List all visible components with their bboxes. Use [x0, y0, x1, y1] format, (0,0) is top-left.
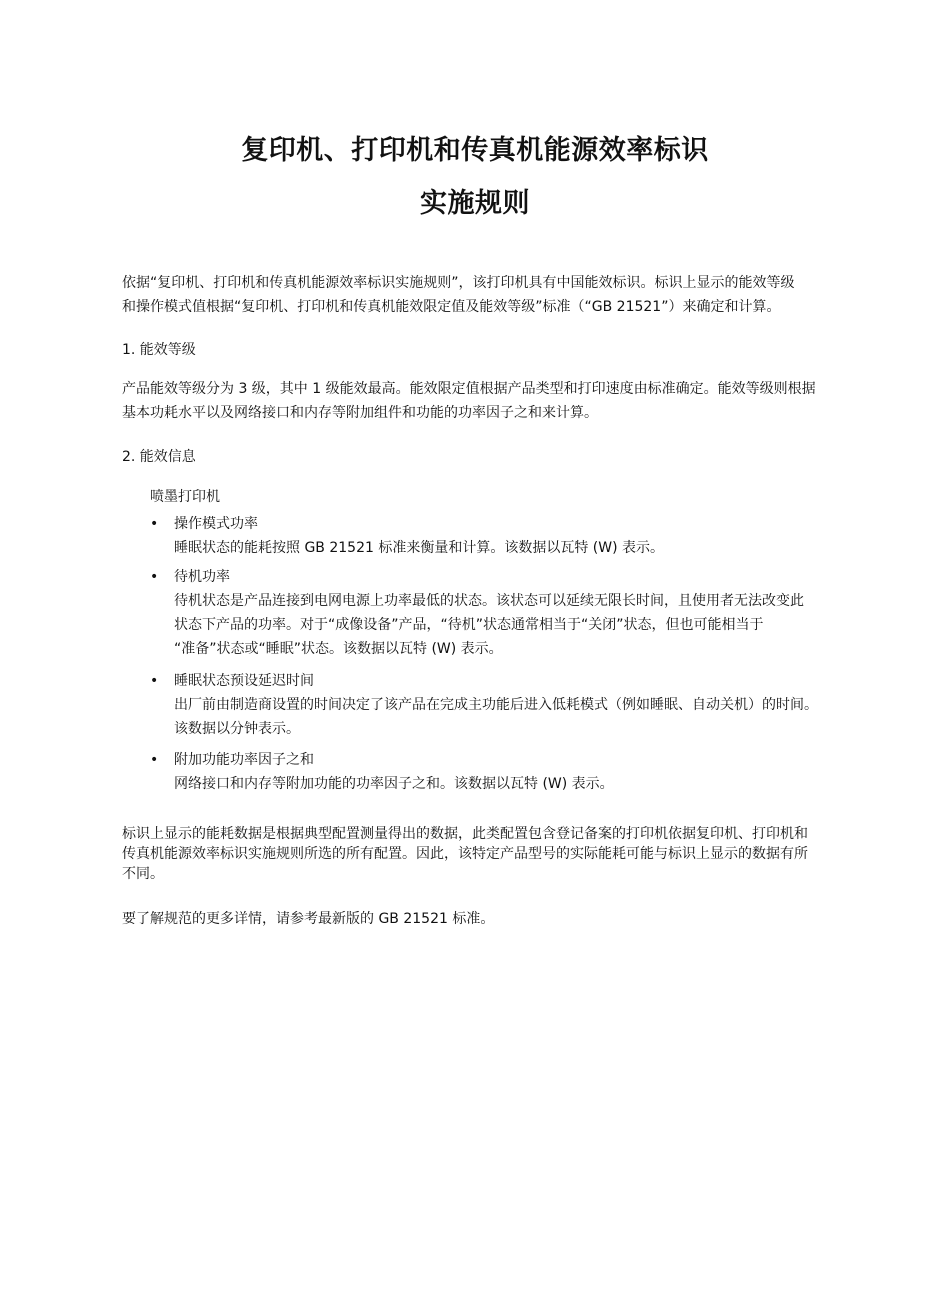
- paragraph-line: 产品能效等级分为 3 级，其中 1 级能效最高。能效限定值根据产品类型和打印速度由标准确定。能效等级则根据: [122, 381, 816, 397]
- description-line: 待机状态是产品连接到电网电源上功率最低的状态。该状态可以延续无限长时间，且使用者无法改变此: [174, 593, 804, 609]
- list-item-additional-power-factor: [150, 748, 910, 796]
- list-item-title: 附加功能功率因子之和: [174, 752, 314, 768]
- paragraph-line: 基本功耗水平以及网络接口和内存等附加组件和功能的功率因子之和来计算。: [122, 405, 598, 421]
- description-line: 状态下产品的功率。对于“成像设备”产品，“待机”状态通常相当于“关闭”状态，但也可能相当于: [174, 617, 764, 633]
- description-line: 该数据以分钟表示。: [174, 721, 300, 737]
- bullet-icon: •: [150, 516, 159, 532]
- section-heading-efficiency-info: 2. 能效信息: [122, 449, 196, 465]
- measurement-note-paragraph: [122, 824, 902, 884]
- list-item-title: 操作模式功率: [174, 516, 258, 532]
- footer-reference-text: 要了解规范的更多详情，请参考最新版的 GB 21521 标准。: [122, 911, 495, 927]
- list-item-title: 待机功率: [174, 569, 230, 585]
- description-line: 网络接口和内存等附加功能的功率因子之和。该数据以瓦特 (W) 表示。: [174, 776, 614, 792]
- description-line: “准备”状态或“睡眠”状态。该数据以瓦特 (W) 表示。: [174, 641, 503, 657]
- intro-paragraph: [122, 271, 902, 319]
- document-title: 复印机、打印机和传真机能源效率标识: [241, 135, 709, 166]
- paragraph-line: 传真机能源效率标识实施规则所选的所有配置。因此，该特定产品型号的实际能耗可能与标识上显示的数据有所: [122, 846, 808, 862]
- list-item-title: 睡眠状态预设延迟时间: [174, 673, 314, 689]
- intro-line: 依据“复印机、打印机和传真机能源效率标识实施规则”，该打印机具有中国能效标识。标识上显示的能效等级: [122, 275, 795, 291]
- product-type-label: 喷墨打印机: [150, 489, 220, 505]
- list-item-sleep-delay: [150, 669, 910, 741]
- list-item-operating-mode-power: [150, 512, 910, 560]
- list-item-standby-power: [150, 565, 910, 661]
- description-line: 睡眠状态的能耗按照 GB 21521 标准来衡量和计算。该数据以瓦特 (W) 表示。: [174, 540, 665, 556]
- section-heading-efficiency-grade: 1. 能效等级: [122, 342, 196, 358]
- bullet-icon: •: [150, 673, 159, 689]
- description-line: 出厂前由制造商设置的时间决定了该产品在完成主功能后进入低耗模式（例如睡眠、自动关机）的时间。: [174, 697, 818, 713]
- bullet-icon: •: [150, 569, 159, 585]
- efficiency-grade-paragraph: [122, 377, 902, 425]
- document-subtitle: 实施规则: [420, 188, 530, 219]
- list-item-description: [174, 772, 910, 796]
- list-item-description: [174, 693, 910, 741]
- list-item-description: [174, 536, 910, 560]
- paragraph-line: 标识上显示的能耗数据是根据典型配置测量得出的数据，此类配置包含登记备案的打印机依据复印机、打印机和: [122, 826, 808, 842]
- list-item-description: [174, 589, 910, 661]
- paragraph-line: 不同。: [122, 866, 164, 882]
- intro-line: 和操作模式值根据“复印机、打印机和传真机能效限定值及能效等级”标准（“GB 21521”）来确定和计算。: [122, 299, 781, 315]
- bullet-icon: •: [150, 752, 159, 768]
